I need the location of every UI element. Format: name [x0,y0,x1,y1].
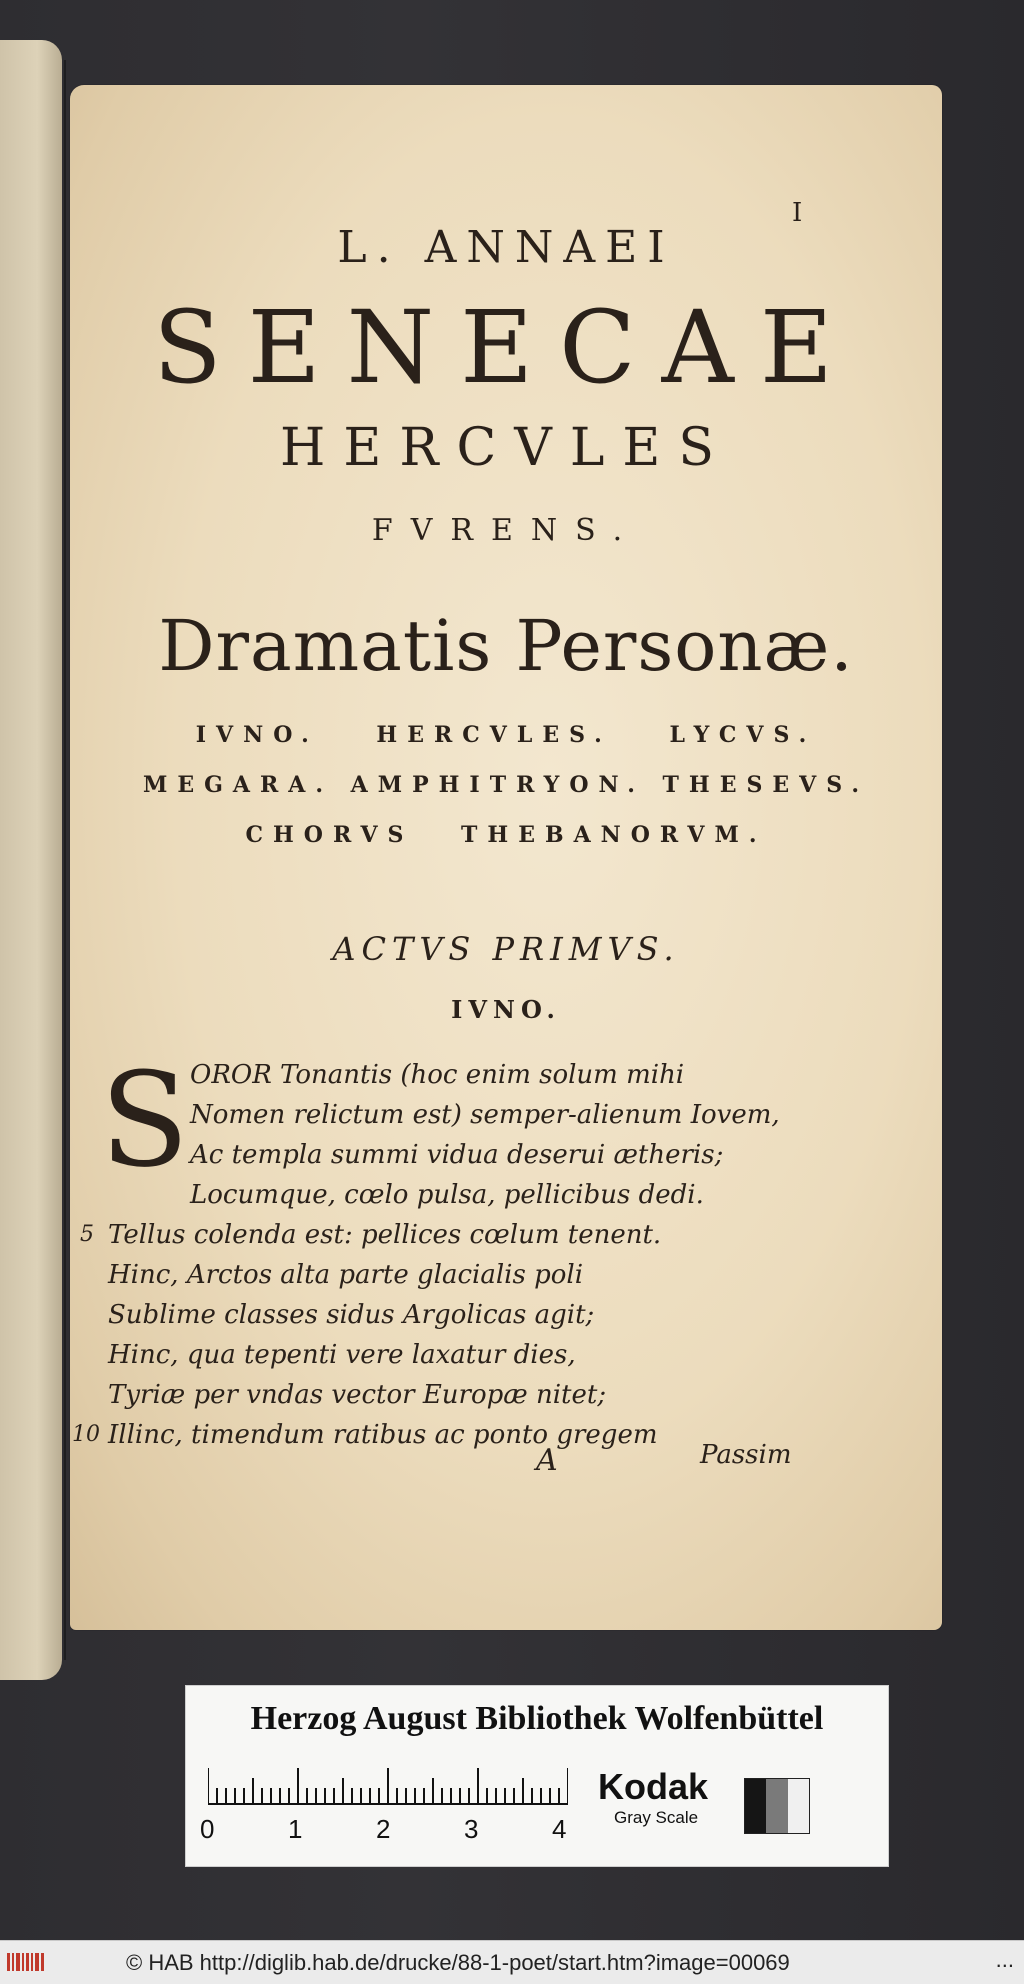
verse-line: OROR Tonantis (hoc enim solum mihi [190,1060,685,1090]
ruler-number: 4 [552,1814,567,1844]
title-author-line: L. ANNAEI [337,222,675,273]
verse-line: Illinc, timendum ratibus ac ponto gregem [108,1420,658,1450]
scale-ruler [208,1766,568,1806]
title-name: SENECAE [153,289,859,406]
drop-capital: S [100,1044,190,1196]
gray-scale-caption: Gray Scale [614,1808,699,1827]
kodak-logo: Kodak [598,1766,709,1807]
cast-line-2: MEGARA. AMPHITRYON. THESEVS. [143,772,869,798]
footer-bar [0,1940,1024,1984]
ruler-number: 0 [200,1814,215,1844]
ruler-number: 3 [464,1814,479,1844]
signature-mark: A [536,1443,558,1478]
cast-line-3: CHORVS THEBANORVM. [245,822,767,848]
adjacent-page-edge [0,40,62,1680]
copyright-url[interactable]: © HAB http://diglib.hab.de/drucke/88-1-poet/start.htm?image=00069 [126,1950,790,1975]
line-number: 10 [72,1422,100,1447]
verse-line: Locumque, cœlo pulsa, pellicibus dedi. [190,1180,704,1210]
catchword: Passim [700,1440,792,1470]
verse-line: Hinc, Arctos alta parte glacialis poli [108,1260,584,1290]
ruler-number: 1 [288,1814,303,1844]
ruler-number: 2 [376,1814,391,1844]
verse-line: Tellus colenda est: pellices cœlum tenent. [108,1220,662,1250]
verse-line: Ac templa summi vidua deserui ætheris; [190,1140,724,1170]
more-options-icon[interactable]: ... [995,1947,1014,1972]
cast-line-1: IVNO. HERCVLES. LYCVS. [195,722,817,748]
act-heading: ACTVS PRIMVS. [332,930,680,968]
dramatis-heading: Dramatis Personæ. [158,605,854,687]
hab-logo-icon [6,1950,46,1974]
verse-line: Hinc, qua tepenti vere laxatur dies, [108,1340,576,1370]
gray-swatch [744,1778,810,1834]
corner-mark: I [792,198,803,228]
book-spine [64,60,66,1660]
library-color-target [185,1685,889,1867]
verse-line: Tyriæ per vndas vector Europæ nitet; [108,1380,607,1410]
title-subtitle: FVRENS. [371,513,641,548]
title-play: HERCVLES [280,418,732,478]
library-name: Herzog August Bibliothek Wolfenbüttel [250,1700,824,1737]
line-number: 5 [80,1222,94,1247]
verse-line: Sublime classes sidus Argolicas agit; [108,1300,595,1330]
speaker-name: IVNO. [451,995,561,1024]
verse-line: Nomen relictum est) semper-alienum Iovem, [190,1100,780,1130]
